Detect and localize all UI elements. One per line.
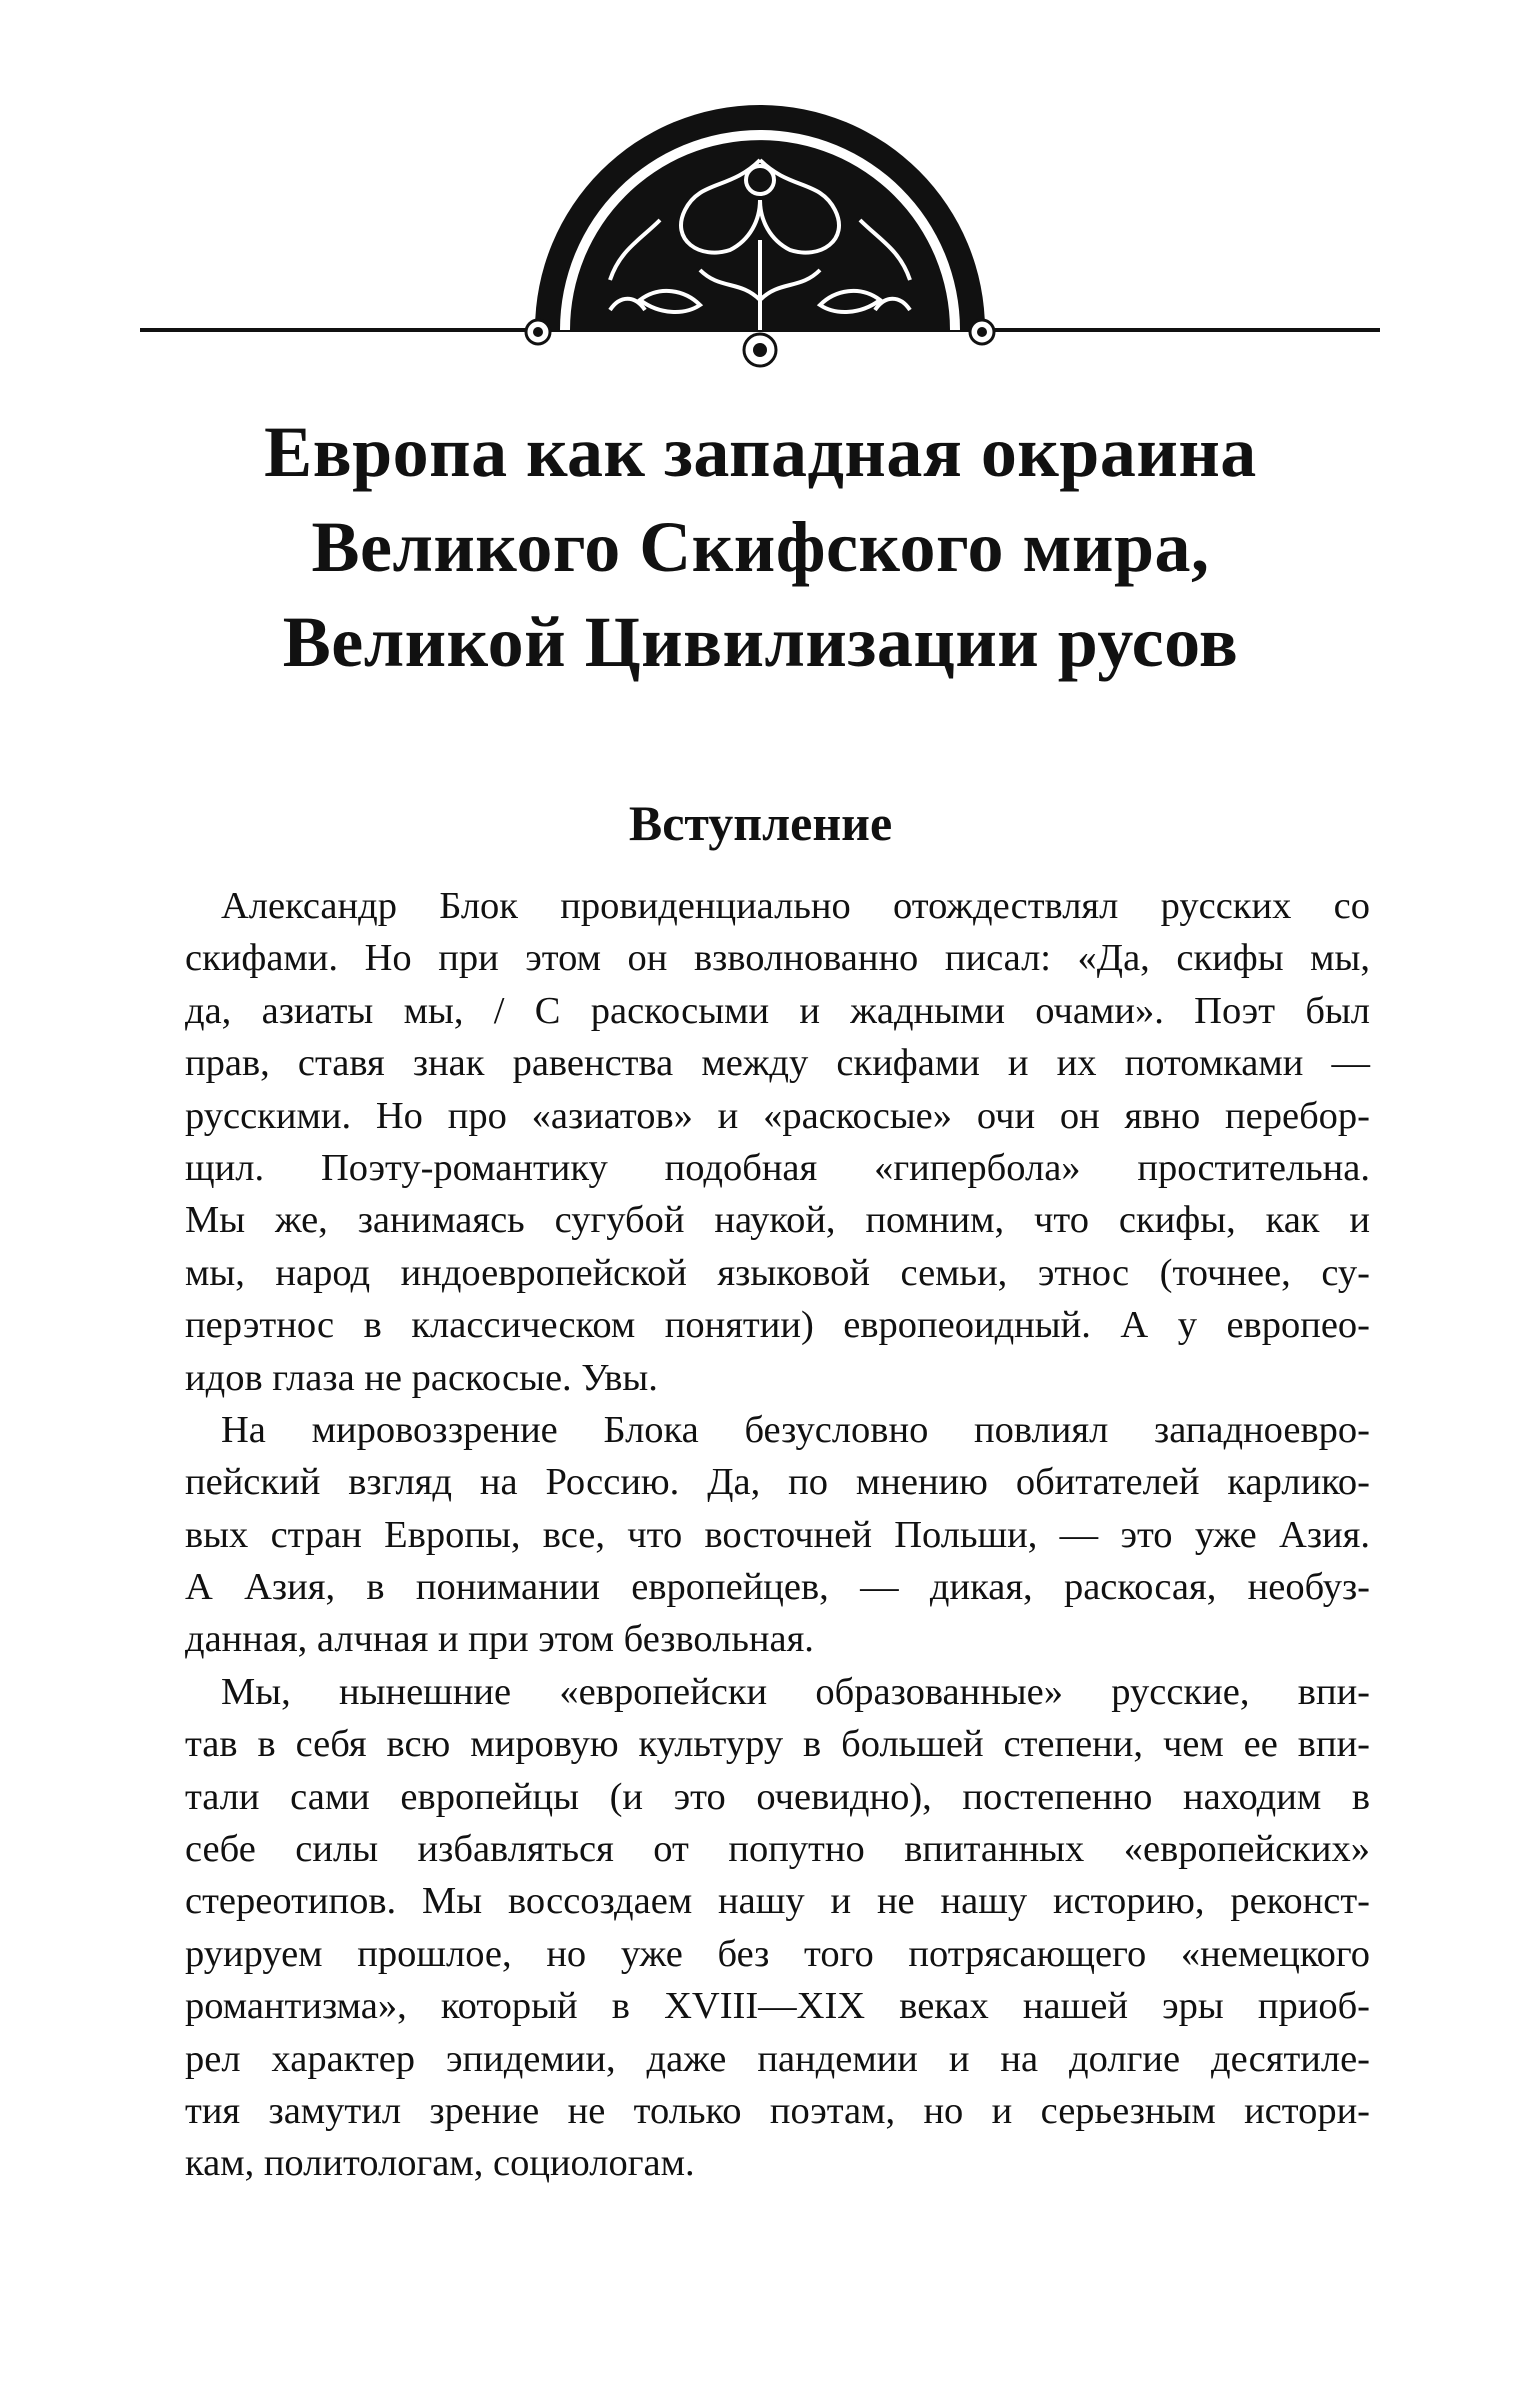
text-line: романтизма», который в XVIII—XIX веках нашей эры приоб- [185, 1985, 1370, 2028]
text-line: себе силы избавляться от попутно впитанных «европейских» [185, 1828, 1370, 1871]
chapter-title [150, 405, 1371, 690]
celtic-knot-arch-ornament-icon [140, 100, 1380, 380]
text-line: пейский взгляд на Россию. Да, по мнению обитателей карлико- [185, 1461, 1370, 1504]
text-line: руируем прошлое, но уже без того потрясающего «немецкого [185, 1932, 1370, 1975]
chapter-title-line: Великой Цивилизации русов [282, 602, 1239, 682]
text-line: данная, алчная и при этом безвольная. [185, 1618, 814, 1661]
text-line: Мы, нынешние «европейски образованные» русские, впи- [221, 1670, 1370, 1713]
text-line: рел характер эпидемии, даже пандемии и на долгие десятиле- [185, 2037, 1370, 2080]
text-line: русскими. Но про «азиатов» и «раскосые» очи он явно перебор- [185, 1094, 1370, 1137]
text-line: да, азиаты мы, / С раскосыми и жадными очами». Поэт был [185, 989, 1370, 1032]
chapter-title-line: Великого Скифского мира, [311, 507, 1210, 587]
text-line: тали сами европейцы (и это очевидно), постепенно находим в [185, 1775, 1370, 1818]
chapter-title-line: Европа как западная окраина [264, 412, 1257, 492]
text-line: перэтнос в классическом понятии) европеоидный. А у европео- [185, 1304, 1370, 1347]
text-line: тия замутил зрение не только поэтам, но и серьезным истори- [185, 2089, 1370, 2132]
text-line: На мировоззрение Блока безусловно повлиял западноевро- [221, 1408, 1370, 1451]
text-line: скифами. Но при этом он взволнованно писал: «Да, скифы мы, [185, 937, 1370, 980]
text-line: кам, политологам, социологам. [185, 2142, 695, 2185]
text-line: прав, ставя знак равенства между скифами и их потомками — [185, 1042, 1370, 1085]
section-heading: Вступление [628, 795, 893, 851]
text-line: мы, народ индоевропейской языковой семьи, этнос (точнее, су- [185, 1251, 1370, 1294]
text-line: тав в себя всю мировую культуру в большей степени, чем ее впи- [185, 1723, 1370, 1766]
text-line: Мы же, занимаясь сугубой наукой, помним, что скифы, как и [185, 1199, 1370, 1242]
text-line: идов глаза не раскосые. Увы. [185, 1356, 658, 1399]
text-line: стереотипов. Мы воссоздаем нашу и не нашу историю, реконст- [185, 1880, 1370, 1923]
body-text [185, 880, 1370, 2190]
text-line: А Азия, в понимании европейцев, — дикая, раскосая, необуз- [185, 1566, 1370, 1609]
text-line: щил. Поэту-романтику подобная «гипербола» простительна. [185, 1146, 1370, 1189]
text-line: Александр Блок провиденциально отождествлял русских со [221, 885, 1370, 927]
text-line: вых стран Европы, все, что восточней Польши, — это уже Азия. [185, 1513, 1370, 1556]
